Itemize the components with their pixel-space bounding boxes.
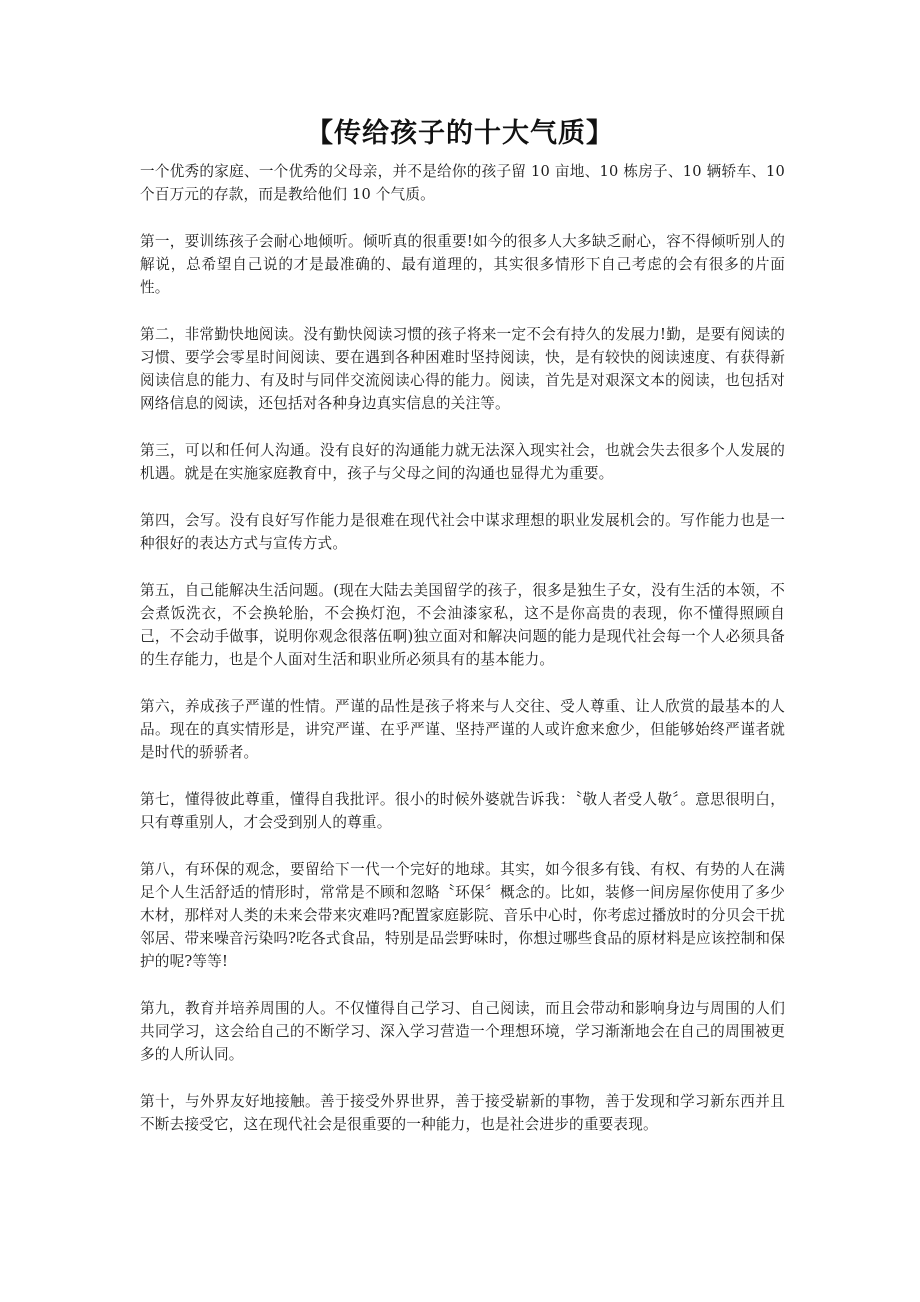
paragraph-8: 第八，有环保的观念，要留给下一代一个完好的地球。其实，如今很多有钱、有权、有势的人在满足个人生活舒适的情形时，常常是不顾和忽略〝环保〞概念的。比如，装修一间房屋你使用了多少木材，那样对人类的未来会带来灾难吗?配置家庭影院、音乐中心时，你考虑过播放时的分贝会干扰邻居、带来噪音污染吗?吃各式食品，特别是品尝野味时，你想过哪些食品的原材料是应该控制和保护的呢?等等! xyxy=(140,861,785,970)
paragraph-10: 第十，与外界友好地接触。善于接受外界世界，善于接受崭新的事物，善于发现和学习新东西并且不断去接受它，这在现代社会是很重要的一种能力，也是社会进步的重要表现。 xyxy=(140,1093,785,1133)
paragraph-6: 第六，养成孩子严谨的性情。严谨的品性是孩子将来与人交往、受人尊重、让人欣赏的最基本的人品。现在的真实情形是，讲究严谨、在乎严谨、坚持严谨的人或许愈来愈少，但能够始终严谨者就是时代的骄骄者。 xyxy=(140,698,785,761)
paragraph-5: 第五，自己能解决生活问题。(现在大陆去美国留学的孩子，很多是独生子女，没有生活的本领，不会煮饭洗衣，不会换轮胎，不会换灯泡，不会油漆家私，这不是你高贵的表现，你不懂得照顾自己，不会动手做事，说明你观念很落伍啊)独立面对和解决问题的能力是现代社会每一个人必须具备的生存能力，也是个人面对生活和职业所必须具有的基本能力。 xyxy=(140,582,785,668)
document-body xyxy=(140,160,785,1160)
document-title: 【传给孩子的十大气质】 xyxy=(306,118,614,149)
paragraph-1: 第一，要训练孩子会耐心地倾听。倾听真的很重要!如今的很多人大多缺乏耐心，容不得倾听别人的解说，总希望自己说的才是最准确的、最有道理的，其实很多情形下自己考虑的会有很多的片面性。 xyxy=(140,233,785,296)
paragraph-9: 第九，教育并培养周围的人。不仅懂得自己学习、自己阅读，而且会带动和影响身边与周围的人们共同学习，这会给自己的不断学习、深入学习营造一个理想环境，学习渐渐地会在自己的周围被更多的人所认同。 xyxy=(140,1000,785,1063)
paragraph-intro: 一个优秀的家庭、一个优秀的父母亲，并不是给你的孩子留 10 亩地、10 栋房子、10 辆轿车、10 个百万元的存款，而是教给他们 10 个气质。 xyxy=(140,163,785,203)
paragraph-4: 第四，会写。没有良好写作能力是很难在现代社会中谋求理想的职业发展机会的。写作能力也是一种很好的表达方式与宣传方式。 xyxy=(140,512,785,552)
paragraph-3: 第三，可以和任何人沟通。没有良好的沟通能力就无法深入现实社会，也就会失去很多个人发展的机遇。就是在实施家庭教育中，孩子与父母之间的沟通也显得尤为重要。 xyxy=(140,442,785,482)
paragraph-7: 第七，懂得彼此尊重，懂得自我批评。很小的时候外婆就告诉我：〝敬人者受人敬〞。意思很明白，只有尊重别人，才会受到别人的尊重。 xyxy=(140,791,785,831)
paragraph-2: 第二，非常勤快地阅读。没有勤快阅读习惯的孩子将来一定不会有持久的发展力!勤，是要有阅读的习惯、要学会零星时间阅读、要在遇到各种困难时坚持阅读，快，是有较快的阅读速度、有获得新阅读信息的能力、有及时与同伴交流阅读心得的能力。阅读，首先是对艰深文本的阅读，也包括对网络信息的阅读，还包括对各种身边真实信息的关注等。 xyxy=(140,326,785,412)
